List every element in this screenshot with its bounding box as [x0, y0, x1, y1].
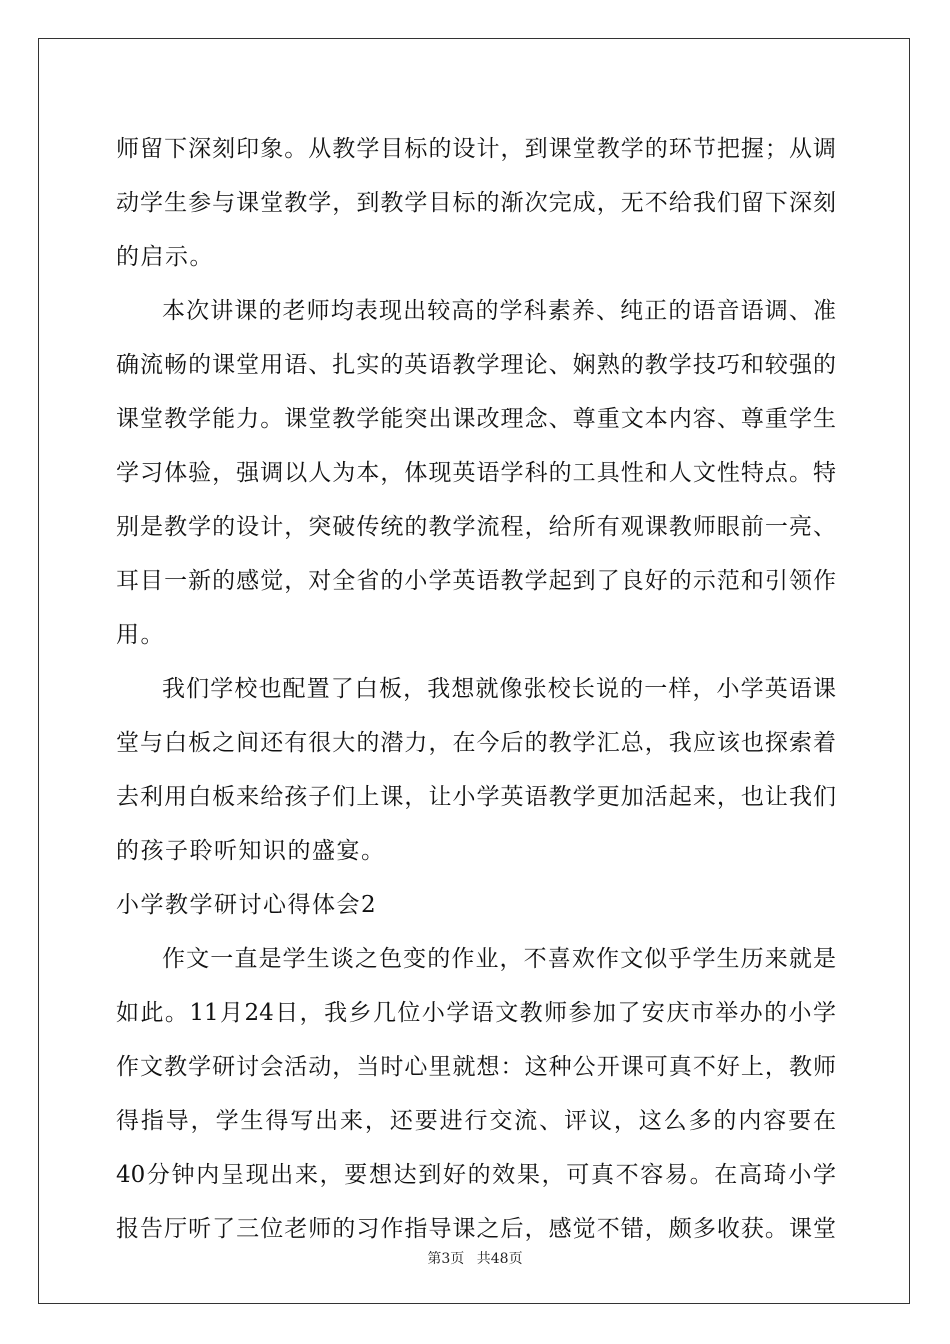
text-line: 本次讲课的老师均表现出较高的学科素养、纯正的语音语调、准 — [162, 298, 836, 324]
text-line: 堂与白板之间还有很大的潜力，在今后的教学汇总，我应该也探索着 — [116, 730, 836, 756]
text-line: 动学生参与课堂教学，到教学目标的渐次完成，无不给我们留下深刻 — [116, 190, 836, 216]
text-line: 作文教学研讨会活动，当时心里就想：这种公开课可真不好上，教师 — [116, 1054, 836, 1080]
text-line: 得指导，学生得写出来，还要进行交流、评议，这么多的内容要在 — [116, 1108, 836, 1134]
page-total: 共48页 — [476, 1251, 523, 1267]
text-line: 40分钟内呈现出来，要想达到好的效果，可真不容易。在高琦小学 — [116, 1162, 836, 1188]
text-line: 确流畅的课堂用语、扎实的英语教学理论、娴熟的教学技巧和较强的 — [116, 352, 836, 378]
text-line: 的启示。 — [116, 244, 214, 270]
text-line: 去利用白板来给孩子们上课，让小学英语教学更加活起来，也让我们 — [116, 784, 836, 810]
section-heading: 小学教学研讨心得体会2 — [116, 892, 378, 918]
text-line: 用。 — [116, 622, 165, 648]
text-line: 的孩子聆听知识的盛宴。 — [116, 838, 386, 864]
document-body — [116, 122, 836, 1256]
text-line: 师留下深刻印象。从教学目标的设计，到课堂教学的环节把握；从调 — [116, 136, 836, 162]
text-line: 如此。11月24日，我乡几位小学语文教师参加了安庆市举办的小学 — [116, 1000, 836, 1026]
text-line: 报告厅听了三位老师的习作指导课之后，感觉不错，颇多收获。课堂 — [116, 1216, 836, 1242]
page-footer — [0, 1248, 950, 1268]
text-line: 学习体验，强调以人为本，体现英语学科的工具性和人文性特点。特 — [116, 460, 836, 486]
text-line: 我们学校也配置了白板，我想就像张校长说的一样，小学英语课 — [162, 676, 836, 702]
text-line: 作文一直是学生谈之色变的作业，不喜欢作文似乎学生历来就是 — [162, 946, 836, 972]
text-line: 别是教学的设计，突破传统的教学流程，给所有观课教师眼前一亮、 — [116, 514, 836, 540]
text-line: 耳目一新的感觉，对全省的小学英语教学起到了良好的示范和引领作 — [116, 568, 836, 594]
text-line: 课堂教学能力。课堂教学能突出课改理念、尊重文本内容、尊重学生 — [116, 406, 836, 432]
page-number: 第3页 — [427, 1251, 465, 1267]
